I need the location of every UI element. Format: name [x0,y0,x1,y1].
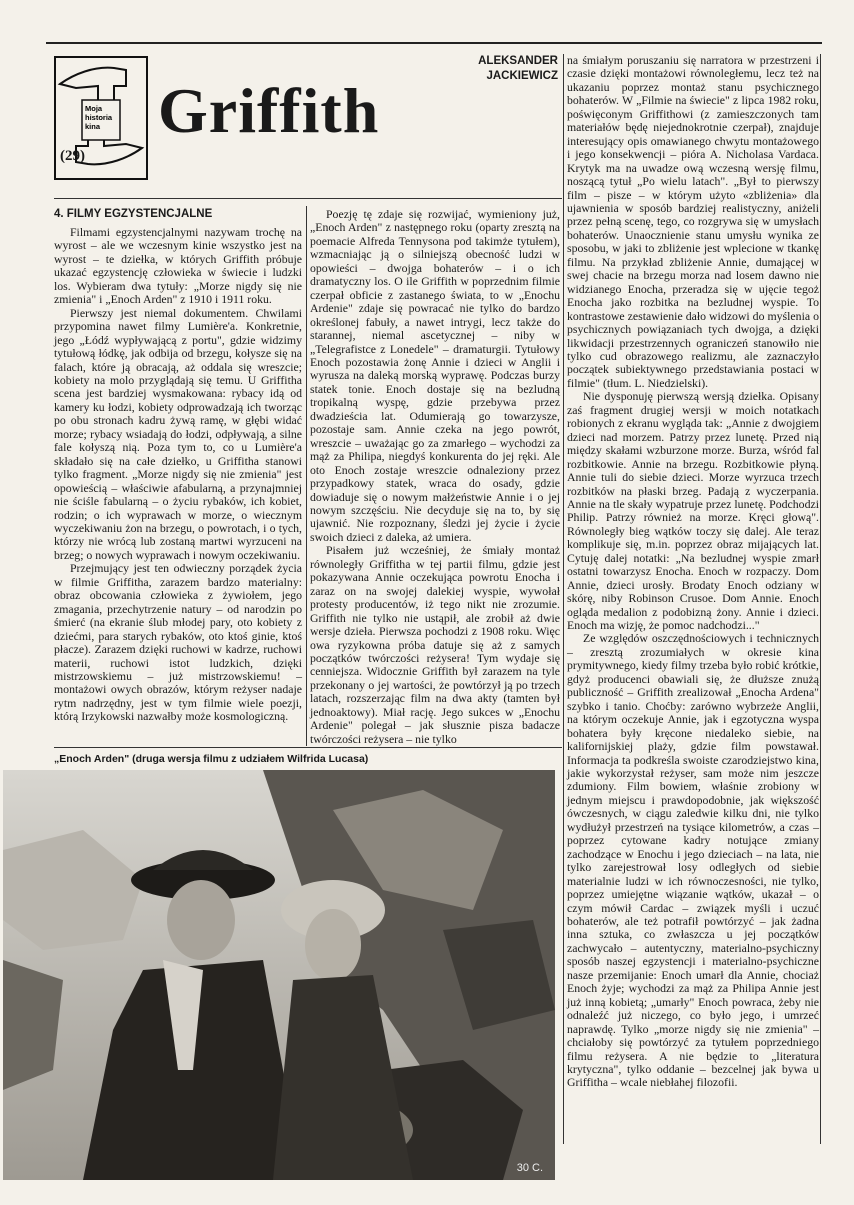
film-still-photo [3,770,555,1180]
paragraph: Filmami egzystencjalnymi nazywam trochę na wyrost – ale we wczesnym kinie wszystko jest na wyrost – te dziełka, w których Griffith próbuje ukazać egzystencję człowieka w świecie i ludzki los. Wybieram dwa tytuły: „Morze nigdy się nie zmienia" i „Enoch Arden" z 1910 i 1911 roku. [54,225,302,307]
column-3 [567,54,819,1090]
svg-text:Moja: Moja [85,104,103,113]
column-divider-right [563,54,564,1144]
column-2 [310,208,560,746]
paragraph: Poezję tę zdaje się rozwijać, wymieniony już, „Enoch Arden" z następnego roku (oparty zresztą na poemacie Alfreda Tennysona pod takimże tytułem), wzmacniając ją o silniejszą obecność ludzi w opowieści – dwojga bohaterów – i o ich dramatyczny los. O ile Griffith w poprzednim filmie czerpał obficie z zastanego świata, to w „Enochu Ardenie" zdaje się powracać nie tylko do bardzo określonej fabuły, a nawet intrygi, lecz także do starannej, niemal ascetycznej – niby w „Telegrafistce z Lonedele" – dramaturgii. Tytułowy Enoch pozostawia żonę Annie i dzieci w Anglii i wyrusza na daleką morską wyprawę. Podczas burzy statek tonie. Enoch dostaje się na bezludną tropikalną wyspę, gdzie przebywa przez dwadzieścia lat. Odumierają go towarzysze, pozostaje sam. Annie czeka na jego powrót, wreszcie – uważając go za zmarłego – wychodzi za mąż za Philipa, niegdyś konkurenta do jej ręki. Ale oto Enoch zostaje wreszcie odnaleziony przez przypadkowy statek, wraca do osady, gdzie dowiaduje się o nowym małżeństwie Annie i o jej nowym szczęściu. Nie decyduje się na to, by się ujawnić. Nie rozpoznany, śledzi jej życie i życie swoich dzieci z daleka, aż umiera. [310,207,560,544]
film-still-illustration [3,770,555,1180]
photo-caption: „Enoch Arden" (druga wersja filmu z udziałem Wilfrida Lucasa) [54,753,369,765]
author-first-name: ALEKSANDER [478,55,558,67]
photo-corner-mark: 30 C. [516,1162,543,1174]
section-heading: 4. FILMY EGZYSTENCJALNE [54,208,213,220]
photo-top-divider [54,747,562,748]
author-byline [440,54,558,84]
article-title: Griffith [158,75,380,146]
svg-text:kina: kina [85,122,101,131]
header-divider [54,198,562,199]
column-1 [54,208,302,724]
series-number: (29) [60,148,85,164]
top-rule [46,42,822,44]
paragraph: Ze względów oszczędnościowych i technicznych – zresztą zrozumiałych w okresie kina prymitywnego, kiedy filmy trzeba było robić krótkie, gdyż producenci obawiali się, że dłuższe znużą publiczność – Griffith zrealizował „Enocha Ardena" szybko i tanio. Choćby: zarówno wybrzeże Anglii, na którym oczekuje Annie, jak i egzotyczna wyspa bohatera były kręcone niedaleko siebie, na kalifornijskiej plaży, gdzie film powstawał. Informacja ta podkreśla swoiste czarodziejstwo kina, jakie wykorzystał reżyser, sam może nim jeszcze zdumiony. Film bowiem, właśnie zrobiony w jednym miejscu i prawdopodobnie, jak większość ówczesnych, w ciągu zaledwie kilku dni, nie tylko wydłużył przestrzeń na tysiące kilometrów, a czas – poprzez cytowane kadry notujące zmiany zachodzące w Enochu i jego dzieciach – na lata, nie tylko zarejestrował losy odległych od siebie materialnie ludzi w ich równoczesności, nie tylko, poprzez umiejętne wiązanie wątków, ukazał – o czym mówił Cardac – związek myśli i uczuć bohaterów, ale też potrafił powtórzyć – jak żadna inna sztuka, co zwłaszcza u jej początków zachwycało – autentyczny, materialno-psychiczny sposób naszej egzystencji i materialno-psychiczne nasze przemijanie: Enoch umarł dla Annie, chociaż Enoch żyje; wychodzi za mąż za Philipa Annie jest już inną kobietą; „umarły" Enoch powraca, żeby nie odnaleźć już niczego, co było jego, i umrzeć naprawdę. Tylko „morze nigdy się nie zmienia" – chciałoby się powtórzyć za tytułem poprzedniego filmu reżysera. A nie będzie to „literatura krytyczna", tylko oddanie – bezcelnej jak bywa u Griffitha – wcale niebłahej filozofii. [567,631,819,1090]
page-right-rule [820,54,821,1144]
author-last-name: JACKIEWICZ [486,70,558,82]
paragraph: Pierwszy jest niemal dokumentem. Chwilami przypomina nawet filmy Lumière'a. Konkretnie, jego „Łódź wypływającą z portu", gdzie widzimy tytułową łódkę, jak odbija od brzegu, kołysze się na falach, które ją obracają, aż oddala się wreszcie; kobiety na molo przyglądają się temu. U Griffitha scena jest bardziej wysmakowana: rybacy idą od kamery ku łodzi, kobiety odprowadzają ich tworząc po obu stronach kadru żywą ramę, w głębi widać morze; rybacy wsiadają do łodzi, odpływają, a silne fale kołyszą nią. Poza tym to, co u Lumière'a składało się na całe dziełko, u Griffitha stanowi tylko fragment. „Morze nigdy się nie zmienia" jest opowieścią – właściwie afabularną, a przynajmniej nie ściśle fabularną – o życiu rybaków, ich kobiet, rodzin; o ich wyprawach w morze, o wiecznym wyczekiwaniu żon na brzegu, o powrotach, i o tych, którzy nie wrócą lub zostaną martwi wyrzuceni na brzeg; o nowych wyprawach i nowym oczekiwaniu. [54,305,302,562]
paragraph: na śmiałym poruszaniu się narratora w przestrzeni i czasie dzięki montażowi równoległemu, lecz też na ukazaniu poprzez montaż stanu psychicznego bohaterów. W „Filmie na świecie" z lipca 1982 roku, poświęconym Griffithowi (z zamieszczonych tam materiałów będę niejednokrotnie czerpał), znajduje interesujący opis omawianego chwytu montażowego i jego konsekwencji – pióra A. Nicholasa Vardaca. Krytyk ma na uwadze ową wczesną wersję filmu, noszącą tytuł „Po wielu latach". „Był to pierwszy film – pisze – w którym użyto «zbliżenia» dla ujawnienia w sposób bardziej realistyczny, aniżeli przez pełną scenę, tego, co rozgrywa się w umysłach bohaterów. Unaocznienie stanu umysłu wynika ze sposobu, w jaki to zbliżenie jest wplecione w tkankę filmu. Na przykład zbliżenie Annie, dumającej w swej chacie na brzegu morza nad losem dawno nie widzianego Enocha, przeradza się w ujęcie tegoż Enocha jako rozbitka na bezludnej wyspie. To kontrastowe zestawienie dało widzowi do myślenia o psychicznych powiązaniach tych dwojga, a dzięki likwidacji przestrzennych ograniczeń stanowiło nie tylko cud obrazowego realizmu, ale zaznaczyło początek subiektywnego przedstawiania postaci w filmie" (tłum. L. Niedzielski). [567,53,819,390]
paragraph: Nie dysponuję pierwszą wersją dziełka. Opisany zaś fragment drugiej wersji w moich notatkach robionych z ekranu wygląda tak: „Annie z dwojgiem dzieci nad morzem. Patrzy przez lunetę. Przed nią między skałami wzburzone morze. Burza, wśród fal rozbitkowie. Annie na brzegu. Rozbitkowie płyną. Annie tuli do siebie dzieci. Morze wyrzuca trzech rozbitków na płaski brzeg. Padają z wyczerpania. Annie na tle skały wypatruje przez lunetę. Podchodzi Philip. Patrzy również na morze. Kręci głową". Równoległy bieg wątków toczy się dalej. Ale teraz komplikuje się, m.in. poprzez obraz mijających lat. Cytuję dalej notatki: „Na bezludnej wyspie zmarł ostatni towarzysz Enocha. Enoch w rozpaczy. Dom Annie, dzieci urosły. Brodaty Enoch odziany w skórę, niby Robinson Crusoe. Dom Annie. Enoch ogląda medalion z podobizną żony. Annie i dzieci. Enoch ma wizję, że pomoc nadchodzi..." [567,389,819,633]
paragraph: Pisałem już wcześniej, że śmiały montaż równoległy Griffitha w tej partii filmu, gdzie jest pokazywana Annie oczekująca powrotu Enocha i zaraz on na swojej dalekiej wyspie, wywołał protesty producentów, iż tego nikt nie zrozumie. Griffith nie tylko nie ustąpił, ale zrobił aż dwie wersje dzieła. Pierwsza pochodzi z 1908 roku. Więc owa ryzykowna próba datuje się aż z samych początków twórczości reżysera! Tym wydaje się cenniejsza. Widocznie Griffith był zarazem na tyle przekonany o jej wartości, że powtórzył ją po trzech latach, rozszerzając film na dwa akty (tamten był jednoaktowy). Miał rację. Jego sukces w „Enochu Ardenie" polegał – jak słusznie pisza badacze twórczości reżysera – nie tylko [310,543,560,746]
svg-text:historia: historia [85,113,113,122]
column-divider-left [306,206,307,746]
paragraph: Przejmujący jest ten odwieczny porządek życia w filmie Griffitha, zarazem bardzo materialny: obraz obcowania człowieka z żywiołem, jego zmagania, przechytrzenie natury – od narodzin po śmierć (na ekranie ślub młodej pary, oto kobiety z dziećmi, para starych rybaków, oto ktoś ginie, ktoś płacze). Zarazem dzięki ruchowi w kadrze, ruchowi materii, ruchowi istot ludzkich, dzięki mistrzowskiemu – już mistrzowskiemu! – montażowi owych obrazów, którym reżyser nadaje rytm nadrzędny, jest w tym filmie wiele poezji, którą Irzykowski nazwałby może kosmologiczną. [54,561,302,724]
